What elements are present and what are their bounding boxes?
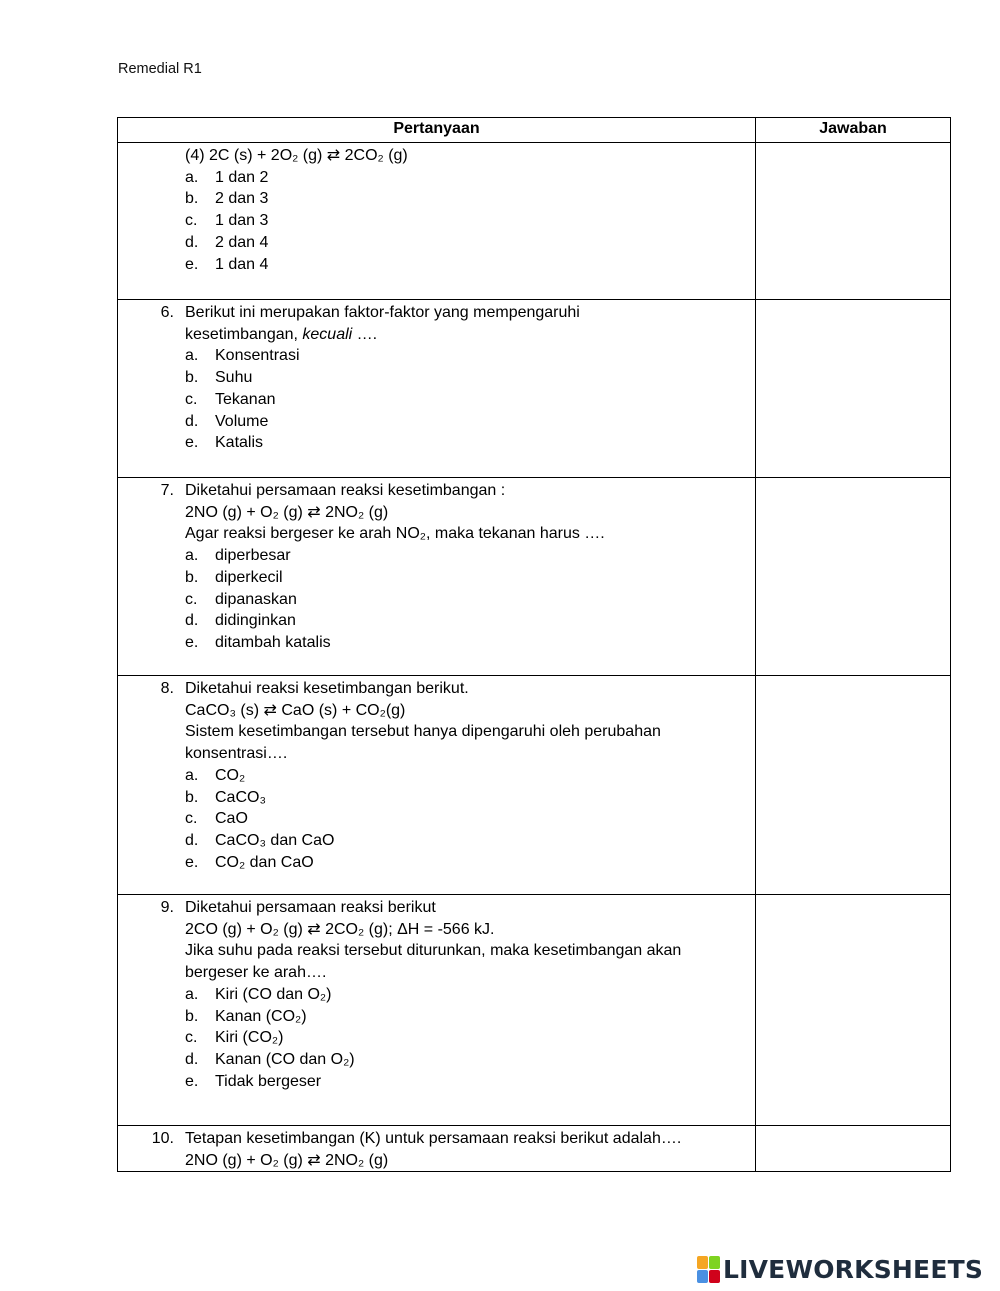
option-c: c. Kiri (CO₂) (185, 1029, 284, 1047)
logo-block (697, 1270, 708, 1283)
option-b: b. Kanan (CO₂) (185, 1007, 307, 1025)
option-d: d. 2 dan 4 (185, 233, 269, 251)
question-cell (118, 478, 756, 676)
question-equation: 2CO (g) + O₂ (g) ⇄ 2CO₂ (g); ΔH = -566 kJ. (185, 920, 495, 938)
column-header-answer: Jawaban (756, 118, 951, 143)
option-b: b. diperkecil (185, 568, 283, 586)
emphasis-kecuali: kecuali (302, 325, 353, 343)
question-row-7 (118, 478, 951, 676)
option-e: e. 1 dan 4 (185, 255, 269, 273)
question-text: 10. Tetapan kesetimbangan (K) untuk persamaan reaksi berikut adalah…. (118, 1128, 751, 1150)
question-text: bergeser ke arah…. (185, 964, 327, 982)
option-d: d. didinginkan (185, 612, 296, 630)
question-number: 7. (160, 482, 174, 499)
question-row-continuation (118, 143, 951, 300)
logo-block (709, 1256, 720, 1269)
answer-cell[interactable] (756, 143, 951, 300)
option-e: e. CO₂ dan CaO (185, 853, 314, 871)
answer-cell[interactable] (756, 676, 951, 895)
answer-cell[interactable] (756, 478, 951, 676)
question-cell (118, 1126, 756, 1172)
logo-block (697, 1256, 708, 1269)
question-text: Agar reaksi bergeser ke arah NO₂, maka tekanan harus …. (185, 525, 605, 543)
logo-mark-icon (697, 1256, 719, 1282)
question-row-8 (118, 676, 951, 895)
option-a: a. CO₂ (185, 766, 246, 784)
question-cell (118, 143, 756, 300)
question-text: konsentrasi…. (185, 745, 288, 763)
question-cell (118, 676, 756, 895)
question-cell (118, 895, 756, 1126)
question-text: 9. Diketahui persamaan reaksi berikut (118, 897, 751, 919)
option-e: e. Tidak bergeser (185, 1072, 322, 1090)
question-number: 8. (160, 680, 174, 697)
option-d: d. Volume (185, 412, 269, 430)
question-text: 8. Diketahui reaksi kesetimbangan berikut. (118, 678, 751, 700)
question-number: 10. (151, 1130, 174, 1147)
answer-cell[interactable] (756, 300, 951, 478)
option-a: a. Konsentrasi (185, 347, 300, 365)
question-equation: 2NO (g) + O₂ (g) ⇄ 2NO₂ (g) (185, 503, 389, 521)
option-c: c. 1 dan 3 (185, 212, 269, 230)
question-text: Sistem kesetimbangan tersebut hanya dipengaruhi oleh perubahan (185, 723, 661, 741)
question-cell (118, 300, 756, 478)
question-row-9 (118, 895, 951, 1126)
option-a: a. Kiri (CO dan O₂) (185, 985, 332, 1003)
question-text: Jika suhu pada reaksi tersebut diturunkan, maka kesetimbangan akan (185, 942, 682, 960)
question-row-10 (118, 1126, 951, 1172)
option-c: c. dipanaskan (185, 590, 297, 608)
logo-wordmark: LIVEWORKSHEETS (723, 1254, 984, 1284)
column-header-question: Pertanyaan (118, 118, 756, 143)
liveworksheets-logo (697, 1253, 983, 1285)
document-header: Remedial R1 (118, 61, 202, 77)
answer-cell[interactable] (756, 1126, 951, 1172)
question-number: 9. (160, 899, 174, 916)
option-d: d. Kanan (CO dan O₂) (185, 1050, 355, 1068)
option-b: b. CaCO₃ (185, 788, 266, 806)
option-a: a. diperbesar (185, 547, 291, 565)
option-c: c. Tekanan (185, 390, 276, 408)
option-e: e. ditambah katalis (185, 633, 331, 651)
table-header-row (118, 118, 951, 143)
question-row-6 (118, 300, 951, 478)
option-a: a. 1 dan 2 (185, 168, 269, 186)
logo-block (709, 1270, 720, 1283)
question-equation: CaCO₃ (s) ⇄ CaO (s) + CO₂(g) (185, 701, 406, 719)
option-e: e. Katalis (185, 434, 264, 452)
option-b: b. Suhu (185, 369, 253, 387)
option-d: d. CaCO₃ dan CaO (185, 831, 335, 849)
option-b: b. 2 dan 3 (185, 190, 269, 208)
answer-cell[interactable] (756, 895, 951, 1126)
question-table (117, 117, 951, 1172)
question-equation: 2NO (g) + O₂ (g) ⇄ 2NO₂ (g) (185, 1151, 389, 1169)
question-text: 7. Diketahui persamaan reaksi kesetimbangan : (118, 480, 751, 502)
question-text: 6. Berikut ini merupakan faktor-faktor yang mempengaruhi (118, 302, 751, 324)
option-c: c. CaO (185, 810, 248, 828)
question-statement: (4) 2C (s) + 2O₂ (g) ⇄ 2CO₂ (g) (185, 147, 408, 164)
question-text: kesetimbangan, kecuali …. (185, 325, 378, 343)
question-number: 6. (160, 304, 174, 321)
